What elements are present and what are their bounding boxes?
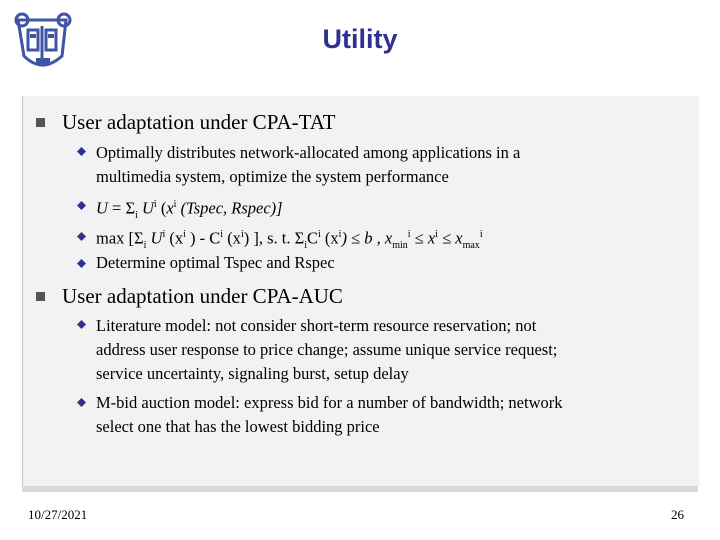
- max-supmax: i: [479, 229, 483, 240]
- sub-bullet-literature-line2: address user response to price change; assume unique service request;: [96, 340, 558, 359]
- max-x2: (x: [320, 228, 339, 248]
- sub-bullet-optimally-line2: multimedia system, optimize the system performance: [96, 167, 449, 186]
- formula-x: x: [166, 198, 174, 218]
- footer-page-number: 26: [671, 507, 684, 522]
- max-sub-i: i: [143, 239, 147, 251]
- content-panel-shadow: [22, 486, 698, 492]
- max-leq2: ≤ x: [410, 228, 436, 248]
- diamond-bullet-icon: [77, 398, 86, 407]
- max-sup1: i: [162, 229, 166, 240]
- max-C: C: [306, 228, 318, 248]
- max-submax: max: [462, 239, 480, 251]
- max-sub5: i: [304, 239, 307, 251]
- sub-bullet-optimally-line1: Optimally distributes network-allocated among applications in a: [96, 143, 521, 162]
- formula-open: (: [156, 198, 167, 218]
- sub-bullet-mbid: [96, 391, 676, 439]
- formula-rest: (Tspec, Rspec)]: [176, 198, 283, 218]
- sub-bullet-optimally: [96, 141, 676, 189]
- sub-bullet-literature-line3: service uncertainty, signaling burst, setup delay: [96, 364, 409, 383]
- max-leq: ) ≤ b , x: [341, 228, 393, 248]
- max-sup4: i: [240, 229, 244, 240]
- sub-bullet-literature: [96, 314, 676, 386]
- footer-date: 10/27/2021: [28, 507, 88, 522]
- formula-sub-i: i: [135, 209, 138, 221]
- max-end: ) ], s. t. Σ: [243, 228, 305, 248]
- diamond-bullet-icon: [77, 259, 86, 268]
- bullet-cpa-auc: User adaptation under CPA-AUC: [62, 284, 343, 308]
- max-paren2: (x: [223, 228, 241, 248]
- max-text: max [Σ: [96, 228, 144, 248]
- formula-u: U: [96, 198, 108, 218]
- sub-bullet-mbid-line1: M-bid auction model: express bid for a number of bandwidth; network: [96, 393, 563, 412]
- max-sup6: i: [318, 229, 321, 240]
- max-U: U: [146, 228, 163, 248]
- formula-x-sup: i: [173, 199, 177, 210]
- max-leq3: ≤ x: [437, 228, 463, 248]
- max-mid: ) - C: [185, 228, 221, 248]
- diamond-bullet-icon: [77, 320, 86, 329]
- max-sup3: i: [220, 229, 224, 240]
- max-sup2: i: [183, 229, 186, 240]
- sub-bullet-literature-line1: Literature model: not consider short-term resource reservation; not: [96, 316, 537, 335]
- max-sup7: i: [338, 229, 342, 240]
- square-bullet-icon: [36, 292, 45, 301]
- slide-title: Utility: [322, 24, 398, 54]
- max-paren1: (x: [165, 228, 184, 248]
- max-submin: min: [392, 239, 408, 251]
- formula-sup-i: i: [153, 199, 157, 210]
- max-supmin: i: [407, 229, 411, 240]
- sub-bullet-determine: Determine optimal Tspec and Rspec: [96, 253, 335, 272]
- sub-bullet-mbid-line2: select one that has the lowest bidding price: [96, 417, 380, 436]
- bullet-cpa-tat: User adaptation under CPA-TAT: [62, 110, 336, 134]
- formula-eq: = Σ: [107, 198, 136, 218]
- diamond-bullet-icon: [77, 147, 86, 156]
- diamond-bullet-icon: [77, 201, 86, 210]
- max-sup8: i: [435, 229, 438, 240]
- diamond-bullet-icon: [77, 232, 86, 241]
- square-bullet-icon: [36, 118, 45, 127]
- formula-U: U: [137, 198, 154, 218]
